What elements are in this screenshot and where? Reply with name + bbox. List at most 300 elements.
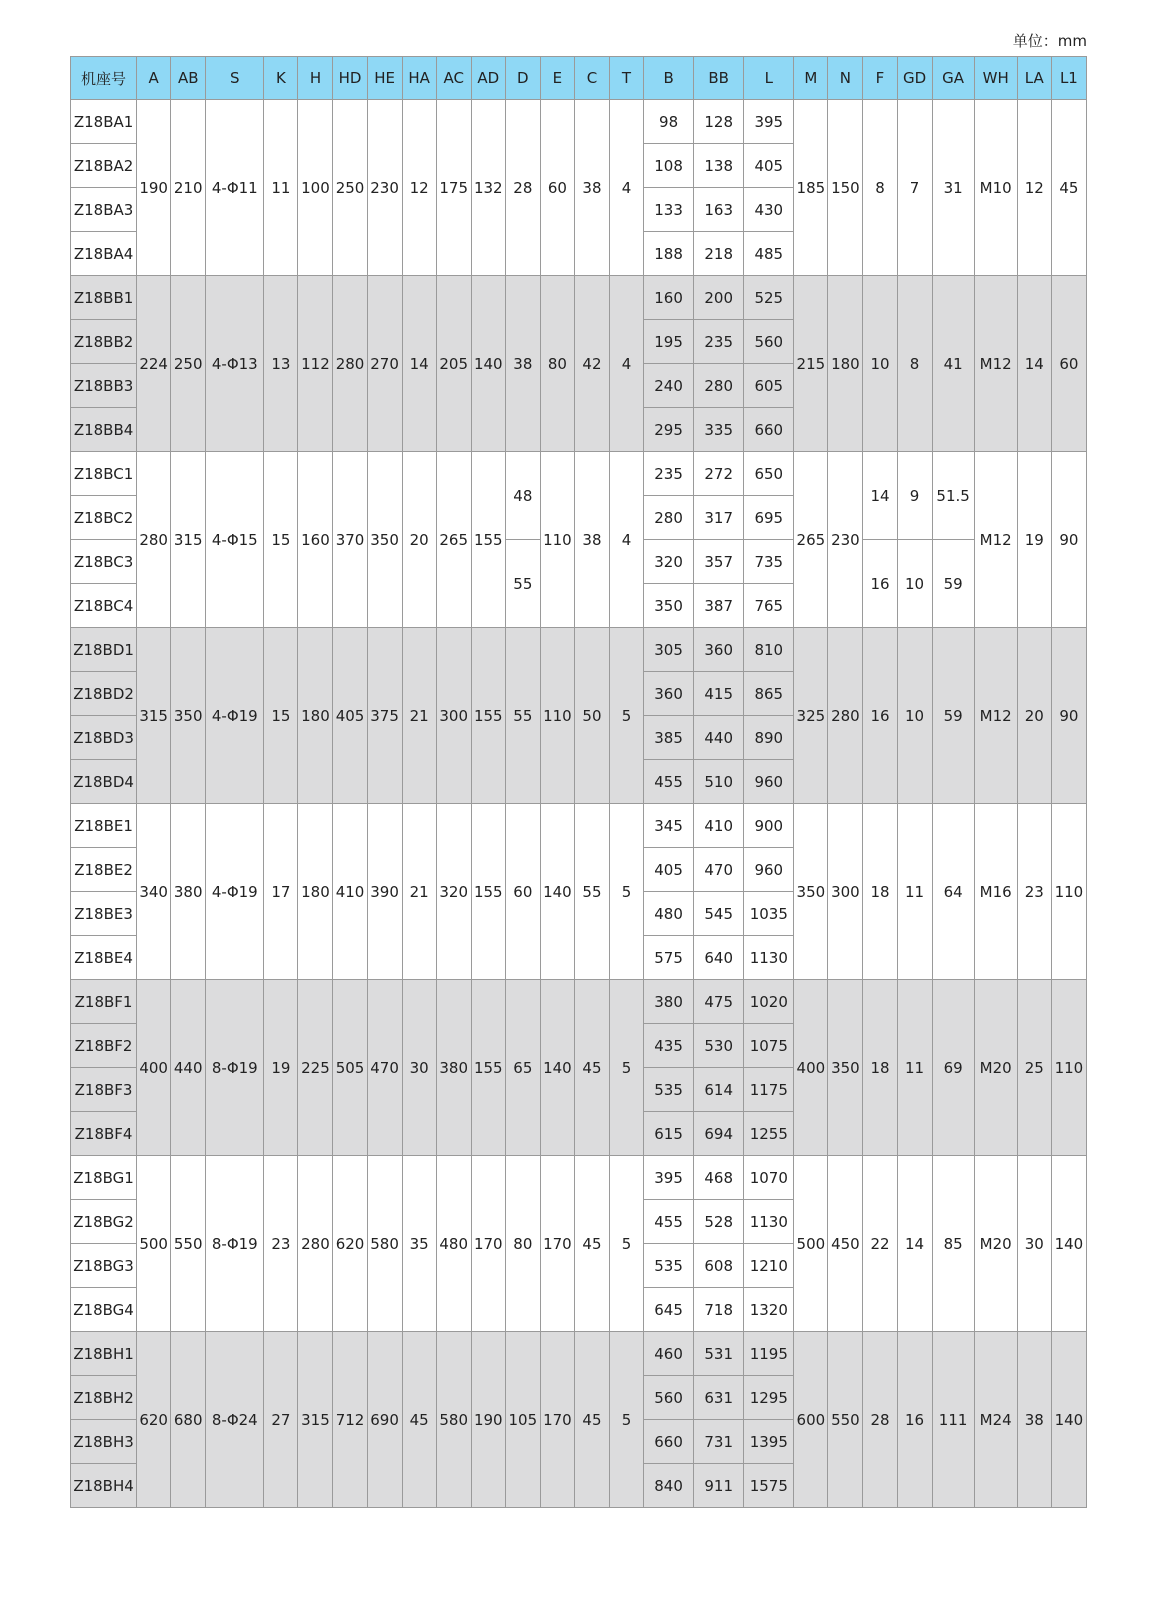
table-cell: 10 xyxy=(863,276,897,452)
table-cell: 140 xyxy=(1051,1332,1086,1508)
table-cell: 380 xyxy=(171,804,206,980)
table-cell: 18 xyxy=(863,980,897,1156)
table-cell: 27 xyxy=(264,1332,298,1508)
model-cell: Z18BB4 xyxy=(71,408,137,452)
table-cell: 620 xyxy=(137,1332,171,1508)
table-cell: 280 xyxy=(298,1156,333,1332)
model-cell: Z18BF1 xyxy=(71,980,137,1024)
table-cell: 140 xyxy=(1051,1156,1086,1332)
table-row xyxy=(71,804,1087,848)
table-cell: M10 xyxy=(974,100,1017,276)
table-cell: 315 xyxy=(298,1332,333,1508)
table-cell: 1195 xyxy=(744,1332,794,1376)
model-cell: Z18BF3 xyxy=(71,1068,137,1112)
column-header: C xyxy=(574,57,609,100)
column-header: F xyxy=(863,57,897,100)
table-cell: 608 xyxy=(694,1244,744,1288)
table-cell: 225 xyxy=(298,980,333,1156)
table-cell: M24 xyxy=(974,1332,1017,1508)
table-cell: 455 xyxy=(644,760,694,804)
model-cell: Z18BE1 xyxy=(71,804,137,848)
model-cell: Z18BC3 xyxy=(71,540,137,584)
column-header: BB xyxy=(694,57,744,100)
table-cell: 390 xyxy=(367,804,402,980)
table-cell: 1020 xyxy=(744,980,794,1024)
column-header: E xyxy=(540,57,574,100)
table-cell: 205 xyxy=(436,276,471,452)
table-cell: 5 xyxy=(609,1156,643,1332)
frame-group xyxy=(71,1156,1087,1332)
table-cell: 360 xyxy=(694,628,744,672)
table-cell: 14 xyxy=(402,276,436,452)
table-cell: 210 xyxy=(171,100,206,276)
table-cell: 23 xyxy=(1017,804,1051,980)
table-cell: 640 xyxy=(694,936,744,980)
table-cell: 128 xyxy=(694,100,744,144)
table-cell: 400 xyxy=(794,980,828,1156)
column-header: B xyxy=(644,57,694,100)
table-row xyxy=(71,1156,1087,1200)
table-cell: 1175 xyxy=(744,1068,794,1112)
table-cell: 16 xyxy=(863,540,897,628)
column-header: LA xyxy=(1017,57,1051,100)
column-header: HD xyxy=(333,57,367,100)
table-cell: 15 xyxy=(264,628,298,804)
table-cell: 5 xyxy=(609,804,643,980)
table-row xyxy=(71,1332,1087,1376)
table-cell: 280 xyxy=(333,276,367,452)
table-cell: 680 xyxy=(171,1332,206,1508)
table-cell: 14 xyxy=(1017,276,1051,452)
table-cell: 345 xyxy=(644,804,694,848)
table-cell: 380 xyxy=(644,980,694,1024)
table-cell: 60 xyxy=(505,804,540,980)
frame-group xyxy=(71,452,1087,628)
table-cell: 525 xyxy=(744,276,794,320)
table-cell: 132 xyxy=(471,100,505,276)
table-cell: 240 xyxy=(644,364,694,408)
model-cell: Z18BH2 xyxy=(71,1376,137,1420)
column-header: WH xyxy=(974,57,1017,100)
table-row xyxy=(71,100,1087,144)
table-cell: 4-Φ11 xyxy=(206,100,264,276)
column-header: L1 xyxy=(1051,57,1086,100)
table-cell: 960 xyxy=(744,848,794,892)
table-cell: 340 xyxy=(137,804,171,980)
table-cell: 350 xyxy=(794,804,828,980)
model-cell: Z18BB1 xyxy=(71,276,137,320)
table-cell: 410 xyxy=(333,804,367,980)
model-cell: Z18BB2 xyxy=(71,320,137,364)
table-cell: 190 xyxy=(471,1332,505,1508)
table-cell: 280 xyxy=(644,496,694,540)
model-cell: Z18BC1 xyxy=(71,452,137,496)
table-cell: 900 xyxy=(744,804,794,848)
table-cell: 218 xyxy=(694,232,744,276)
table-cell: 4-Φ13 xyxy=(206,276,264,452)
table-cell: 1575 xyxy=(744,1464,794,1508)
table-cell: 500 xyxy=(794,1156,828,1332)
table-cell: 38 xyxy=(505,276,540,452)
table-cell: 80 xyxy=(505,1156,540,1332)
table-cell: 360 xyxy=(644,672,694,716)
table-cell: 30 xyxy=(402,980,436,1156)
model-cell: Z18BF4 xyxy=(71,1112,137,1156)
model-cell: Z18BG3 xyxy=(71,1244,137,1288)
table-cell: 14 xyxy=(897,1156,932,1332)
table-cell: 450 xyxy=(828,1156,863,1332)
table-cell: 5 xyxy=(609,980,643,1156)
table-cell: 138 xyxy=(694,144,744,188)
table-cell: 21 xyxy=(402,628,436,804)
table-cell: 510 xyxy=(694,760,744,804)
table-cell: 230 xyxy=(828,452,863,628)
table-cell: 631 xyxy=(694,1376,744,1420)
frame-group xyxy=(71,804,1087,980)
table-cell: 295 xyxy=(644,408,694,452)
table-cell: M12 xyxy=(974,276,1017,452)
table-cell: 460 xyxy=(644,1332,694,1376)
column-header: K xyxy=(264,57,298,100)
table-cell: 1130 xyxy=(744,936,794,980)
table-cell: 80 xyxy=(540,276,574,452)
table-cell: 175 xyxy=(436,100,471,276)
model-cell: Z18BD1 xyxy=(71,628,137,672)
table-cell: 375 xyxy=(367,628,402,804)
table-cell: 224 xyxy=(137,276,171,452)
table-cell: 317 xyxy=(694,496,744,540)
table-cell: 155 xyxy=(471,452,505,628)
table-cell: 108 xyxy=(644,144,694,188)
table-cell: 98 xyxy=(644,100,694,144)
model-cell: Z18BD2 xyxy=(71,672,137,716)
table-cell: 695 xyxy=(744,496,794,540)
table-cell: 350 xyxy=(171,628,206,804)
table-cell: 110 xyxy=(540,452,574,628)
table-cell: 55 xyxy=(505,628,540,804)
table-cell: 270 xyxy=(367,276,402,452)
model-cell: Z18BG2 xyxy=(71,1200,137,1244)
table-cell: 550 xyxy=(828,1332,863,1508)
table-cell: 280 xyxy=(137,452,171,628)
table-cell: 485 xyxy=(744,232,794,276)
table-cell: 4-Φ15 xyxy=(206,452,264,628)
table-cell: 45 xyxy=(574,1156,609,1332)
table-cell: 170 xyxy=(540,1156,574,1332)
column-header: AB xyxy=(171,57,206,100)
table-cell: 385 xyxy=(644,716,694,760)
table-cell: 8 xyxy=(863,100,897,276)
table-cell: 38 xyxy=(574,100,609,276)
table-cell: 865 xyxy=(744,672,794,716)
table-cell: 140 xyxy=(540,804,574,980)
table-cell: 370 xyxy=(333,452,367,628)
table-cell: 8-Φ19 xyxy=(206,1156,264,1332)
table-cell: 615 xyxy=(644,1112,694,1156)
table-cell: 55 xyxy=(574,804,609,980)
table-cell: 545 xyxy=(694,892,744,936)
table-cell: 13 xyxy=(264,276,298,452)
table-cell: 12 xyxy=(1017,100,1051,276)
table-cell: 230 xyxy=(367,100,402,276)
column-header: A xyxy=(137,57,171,100)
table-cell: 350 xyxy=(644,584,694,628)
table-cell: 435 xyxy=(644,1024,694,1068)
table-cell: 415 xyxy=(694,672,744,716)
table-cell: 315 xyxy=(137,628,171,804)
table-cell: 580 xyxy=(367,1156,402,1332)
table-cell: 215 xyxy=(794,276,828,452)
table-cell: 48 xyxy=(505,452,540,540)
table-cell: 8 xyxy=(897,276,932,452)
frame-group xyxy=(71,628,1087,804)
table-cell: 840 xyxy=(644,1464,694,1508)
table-cell: 660 xyxy=(644,1420,694,1464)
table-cell: 440 xyxy=(171,980,206,1156)
table-cell: 250 xyxy=(171,276,206,452)
table-cell: 350 xyxy=(828,980,863,1156)
model-cell: Z18BE4 xyxy=(71,936,137,980)
table-cell: 4-Φ19 xyxy=(206,804,264,980)
table-cell: 405 xyxy=(644,848,694,892)
table-cell: 660 xyxy=(744,408,794,452)
column-header: D xyxy=(505,57,540,100)
table-cell: 85 xyxy=(932,1156,974,1332)
table-cell: 25 xyxy=(1017,980,1051,1156)
table-cell: 645 xyxy=(644,1288,694,1332)
table-cell: 7 xyxy=(897,100,932,276)
table-cell: 960 xyxy=(744,760,794,804)
table-cell: 500 xyxy=(137,1156,171,1332)
table-cell: 470 xyxy=(694,848,744,892)
column-header: L xyxy=(744,57,794,100)
table-cell: 160 xyxy=(644,276,694,320)
table-cell: 614 xyxy=(694,1068,744,1112)
table-cell: 60 xyxy=(540,100,574,276)
table-cell: 12 xyxy=(402,100,436,276)
table-cell: 380 xyxy=(436,980,471,1156)
table-cell: 335 xyxy=(694,408,744,452)
model-cell: Z18BD3 xyxy=(71,716,137,760)
table-cell: M20 xyxy=(974,980,1017,1156)
table-cell: 265 xyxy=(436,452,471,628)
model-cell: Z18BF2 xyxy=(71,1024,137,1068)
table-cell: 280 xyxy=(694,364,744,408)
frame-group xyxy=(71,100,1087,276)
frame-group xyxy=(71,276,1087,452)
table-cell: 51.5 xyxy=(932,452,974,540)
table-cell: 31 xyxy=(932,100,974,276)
column-header: AD xyxy=(471,57,505,100)
table-cell: 320 xyxy=(436,804,471,980)
table-cell: 23 xyxy=(264,1156,298,1332)
table-cell: 410 xyxy=(694,804,744,848)
table-cell: 4 xyxy=(609,452,643,628)
table-cell: 5 xyxy=(609,1332,643,1508)
table-cell: M20 xyxy=(974,1156,1017,1332)
table-cell: 180 xyxy=(298,628,333,804)
table-cell: 250 xyxy=(333,100,367,276)
table-cell: 531 xyxy=(694,1332,744,1376)
table-cell: 155 xyxy=(471,980,505,1156)
table-cell: 30 xyxy=(1017,1156,1051,1332)
table-cell: 5 xyxy=(609,628,643,804)
table-cell: 11 xyxy=(897,804,932,980)
table-cell: 480 xyxy=(644,892,694,936)
table-cell: 190 xyxy=(137,100,171,276)
table-cell: 20 xyxy=(1017,628,1051,804)
model-cell: Z18BC4 xyxy=(71,584,137,628)
table-cell: 55 xyxy=(505,540,540,628)
model-cell: Z18BA4 xyxy=(71,232,137,276)
table-cell: 111 xyxy=(932,1332,974,1508)
table-cell: 480 xyxy=(436,1156,471,1332)
table-cell: 4 xyxy=(609,276,643,452)
table-cell: 580 xyxy=(436,1332,471,1508)
table-cell: 560 xyxy=(744,320,794,364)
table-cell: 140 xyxy=(471,276,505,452)
column-header: HE xyxy=(367,57,402,100)
table-cell: 1320 xyxy=(744,1288,794,1332)
table-cell: 200 xyxy=(694,276,744,320)
table-cell: 18 xyxy=(863,804,897,980)
model-cell: Z18BH3 xyxy=(71,1420,137,1464)
table-cell: 528 xyxy=(694,1200,744,1244)
table-cell: 45 xyxy=(1051,100,1086,276)
table-cell: 69 xyxy=(932,980,974,1156)
table-cell: 690 xyxy=(367,1332,402,1508)
table-cell: 600 xyxy=(794,1332,828,1508)
table-cell: 170 xyxy=(540,1332,574,1508)
table-cell: 325 xyxy=(794,628,828,804)
table-cell: 4 xyxy=(609,100,643,276)
table-cell: 387 xyxy=(694,584,744,628)
table-cell: 272 xyxy=(694,452,744,496)
model-cell: Z18BG4 xyxy=(71,1288,137,1332)
table-cell: 16 xyxy=(863,628,897,804)
table-cell: 8-Φ24 xyxy=(206,1332,264,1508)
model-cell: Z18BH4 xyxy=(71,1464,137,1508)
table-cell: 455 xyxy=(644,1200,694,1244)
model-cell: Z18BA1 xyxy=(71,100,137,144)
table-cell: 90 xyxy=(1051,628,1086,804)
table-cell: 400 xyxy=(137,980,171,1156)
column-header: M xyxy=(794,57,828,100)
table-cell: 265 xyxy=(794,452,828,628)
column-header: AC xyxy=(436,57,471,100)
table-cell: 505 xyxy=(333,980,367,1156)
table-cell: 45 xyxy=(574,980,609,1156)
table-cell: 170 xyxy=(471,1156,505,1332)
table-cell: 180 xyxy=(828,276,863,452)
table-cell: 19 xyxy=(264,980,298,1156)
table-cell: 38 xyxy=(574,452,609,628)
table-cell: 575 xyxy=(644,936,694,980)
table-cell: 605 xyxy=(744,364,794,408)
table-cell: 185 xyxy=(794,100,828,276)
model-cell: Z18BH1 xyxy=(71,1332,137,1376)
table-cell: 112 xyxy=(298,276,333,452)
column-header: GA xyxy=(932,57,974,100)
table-cell: 90 xyxy=(1051,452,1086,628)
table-cell: 110 xyxy=(1051,804,1086,980)
table-row xyxy=(71,452,1087,496)
table-cell: 405 xyxy=(744,144,794,188)
model-cell: Z18BE2 xyxy=(71,848,137,892)
frame-group xyxy=(71,980,1087,1156)
table-cell: 395 xyxy=(644,1156,694,1200)
model-cell: Z18BC2 xyxy=(71,496,137,540)
table-cell: 810 xyxy=(744,628,794,672)
dimension-table xyxy=(70,56,1087,1508)
table-cell: 890 xyxy=(744,716,794,760)
table-cell: 45 xyxy=(402,1332,436,1508)
table-cell: 188 xyxy=(644,232,694,276)
table-cell: 21 xyxy=(402,804,436,980)
table-cell: 100 xyxy=(298,100,333,276)
table-cell: 530 xyxy=(694,1024,744,1068)
table-row xyxy=(71,628,1087,672)
table-cell: M12 xyxy=(974,628,1017,804)
table-cell: 765 xyxy=(744,584,794,628)
column-header: GD xyxy=(897,57,932,100)
table-cell: 41 xyxy=(932,276,974,452)
table-cell: 160 xyxy=(298,452,333,628)
column-header: T xyxy=(609,57,643,100)
table-cell: 405 xyxy=(333,628,367,804)
table-cell: 15 xyxy=(264,452,298,628)
column-header: HA xyxy=(402,57,436,100)
table-cell: 1070 xyxy=(744,1156,794,1200)
table-cell: 235 xyxy=(644,452,694,496)
table-cell: 10 xyxy=(897,628,932,804)
column-header: 机座号 xyxy=(71,57,137,100)
header-row xyxy=(71,57,1087,100)
table-cell: 731 xyxy=(694,1420,744,1464)
table-cell: 1035 xyxy=(744,892,794,936)
table-cell: 60 xyxy=(1051,276,1086,452)
table-cell: 59 xyxy=(932,628,974,804)
column-header: H xyxy=(298,57,333,100)
table-cell: 45 xyxy=(574,1332,609,1508)
table-row xyxy=(71,276,1087,320)
column-header: N xyxy=(828,57,863,100)
table-cell: 560 xyxy=(644,1376,694,1420)
table-cell: 19 xyxy=(1017,452,1051,628)
table-cell: 235 xyxy=(694,320,744,364)
frame-group xyxy=(71,1332,1087,1508)
table-cell: 28 xyxy=(505,100,540,276)
table-cell: M12 xyxy=(974,452,1017,628)
table-cell: 65 xyxy=(505,980,540,1156)
table-cell: 1210 xyxy=(744,1244,794,1288)
table-cell: 155 xyxy=(471,804,505,980)
table-cell: 694 xyxy=(694,1112,744,1156)
table-cell: 195 xyxy=(644,320,694,364)
table-cell: 1255 xyxy=(744,1112,794,1156)
table-cell: 280 xyxy=(828,628,863,804)
table-cell: 1130 xyxy=(744,1200,794,1244)
table-cell: 35 xyxy=(402,1156,436,1332)
table-cell: 911 xyxy=(694,1464,744,1508)
table-cell: 17 xyxy=(264,804,298,980)
table-cell: 735 xyxy=(744,540,794,584)
table-cell: 11 xyxy=(897,980,932,1156)
table-cell: 10 xyxy=(897,540,932,628)
table-cell: 1075 xyxy=(744,1024,794,1068)
table-cell: 110 xyxy=(540,628,574,804)
table-cell: 320 xyxy=(644,540,694,584)
